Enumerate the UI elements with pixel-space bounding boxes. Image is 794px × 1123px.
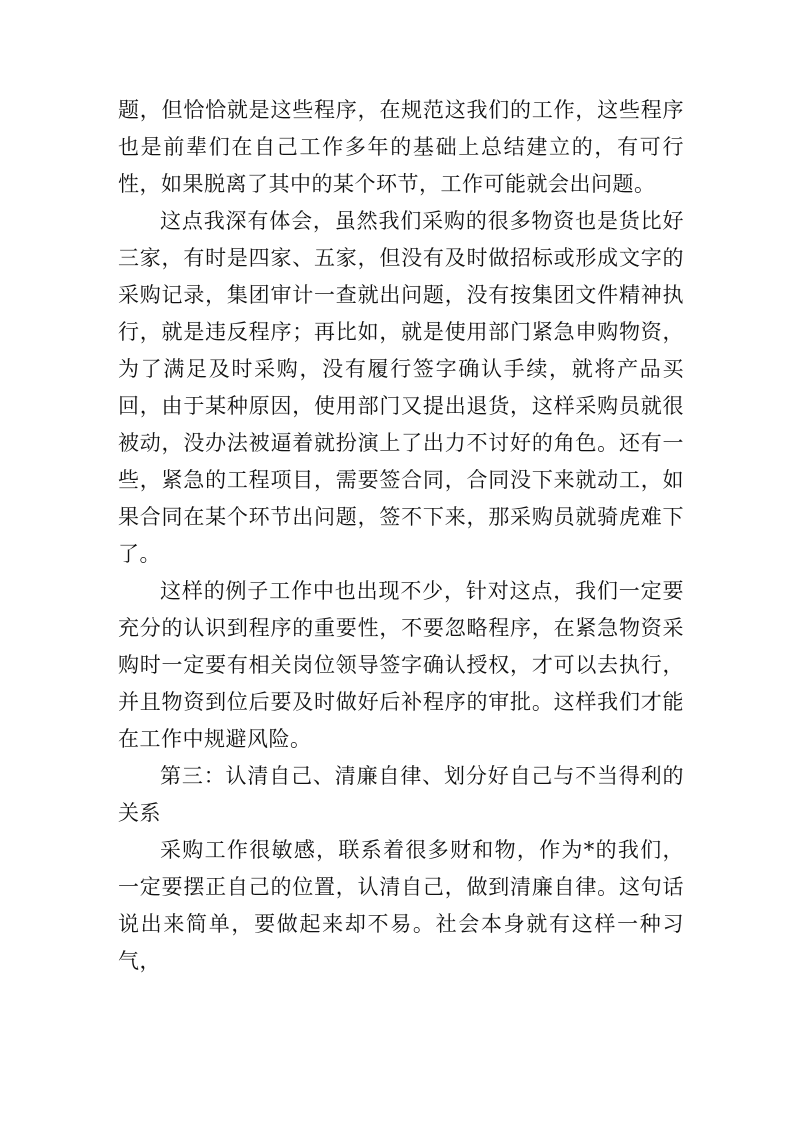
paragraph-1: 题，但恰恰就是这些程序，在规范这我们的工作，这些程序也是前辈们在自己工作多年的基础上总结建立的，有可行性，如果脱离了其中的某个环节，工作可能就会出问题。 [118, 98, 684, 196]
paragraph-2: 这点我深有体会，虽然我们采购的很多物资也是货比好三家，有时是四家、五家，但没有及时做招标或形成文字的采购记录，集团审计一查就出问题，没有按集团文件精神执行，就是违反程序；再比如，就是使用部门紧急申购物资，为了满足及时采购，没有履行签字确认手续，就将产品买回，由于某种原因，使用部门又提出退货，这样采购员就很被动，没办法被逼着就扮演上了出力不讨好的角色。还有一些，紧急的工程项目，需要签合同，合同没下来就动工，如果合同在某个环节出问题，签不下来，那采购员就骑虎难下了。 [118, 209, 684, 566]
paragraph-5: 采购工作很敏感，联系着很多财和物，作为*的我们，一定要摆正自己的位置，认清自己，做到清廉自律。这句话说出来简单，要做起来却不易。社会本身就有这样一种习气， [118, 838, 684, 973]
section-heading: 第三：认清自己、清廉自律、划分好自己与不当得利的关系 [118, 764, 684, 825]
paragraph-3: 这样的例子工作中也出现不少，针对这点，我们一定要充分的认识到程序的重要性，不要忽略程序，在紧急物资采购时一定要有相关岗位领导签字确认授权，才可以去执行，并且物资到位后要及时做好后补程序的审批。这样我们才能在工作中规避风险。 [118, 579, 684, 751]
document-body [118, 92, 684, 980]
